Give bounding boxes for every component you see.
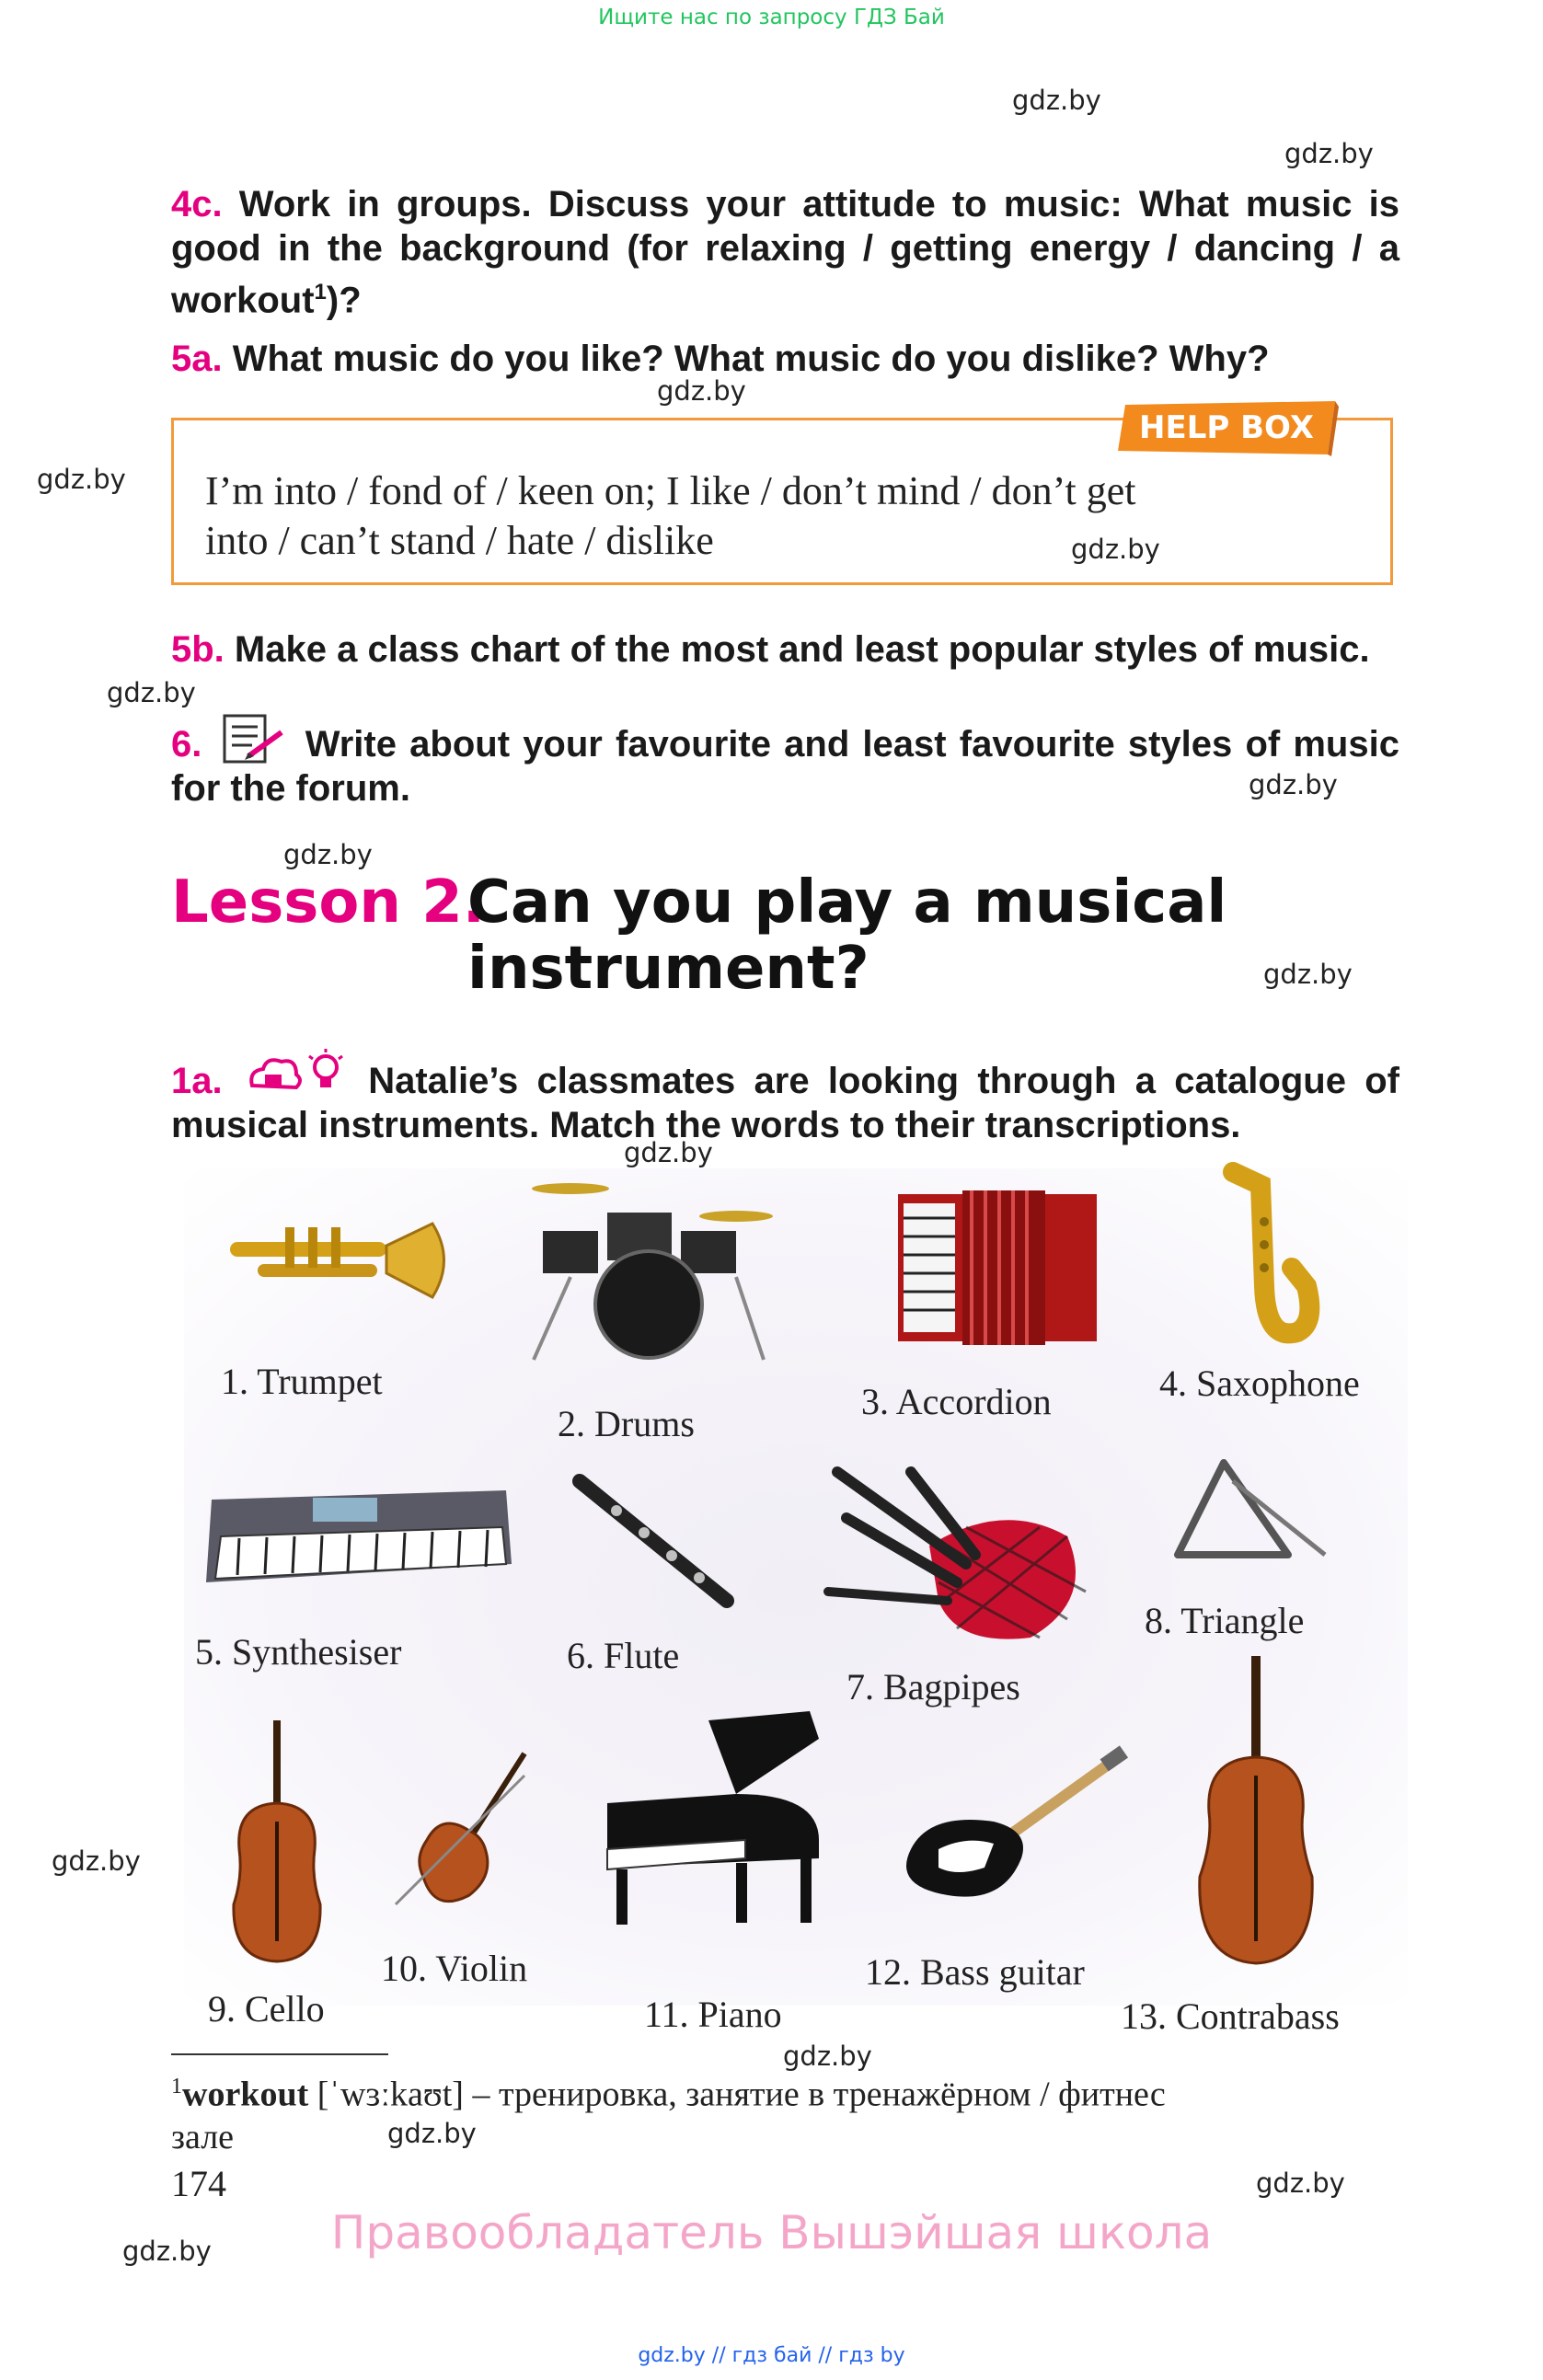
footnote-marker: 1 (171, 2075, 182, 2098)
bottom-links[interactable]: gdz.by // гдз бай // гдз by (638, 2344, 905, 2367)
contrabass-image (1187, 1656, 1325, 1969)
triangle-image (1169, 1454, 1334, 1573)
watermark: gdz.by (37, 464, 126, 495)
footnote-translation-end: зале (171, 2117, 235, 2156)
task-text: What music do you like? What music do you dislike? Why? (232, 339, 1270, 379)
task-text: Natalie’s classmates are looking through a catalogue of musical instruments. Match the words to their transcriptions. (171, 1061, 1399, 1145)
top-banner[interactable]: Ищите нас по запросу ГДЗ Бай (598, 6, 945, 29)
writing-icon (221, 714, 287, 765)
instrument-label: 8. Triangle (1145, 1600, 1305, 1641)
drums-image (515, 1176, 782, 1369)
watermark: gdz.by (122, 2236, 212, 2267)
task-text: Work in groups. Discuss your attitude to music: What music is good in the background (for relaxing / getting energy / dancing / a workout (171, 184, 1399, 321)
task-number: 6. (171, 724, 202, 765)
watermark: gdz.by (283, 839, 373, 870)
help-box-phrases (205, 466, 1374, 566)
instrument-label: 5. Synthesiser (195, 1631, 402, 1673)
piano-image (598, 1711, 828, 1932)
help-box-label: HELP BOX (1139, 409, 1314, 446)
task-6 (171, 714, 1399, 811)
watermark: gdz.by (1249, 769, 1338, 800)
task-number: 4c. (171, 184, 223, 224)
footnote (171, 2065, 1399, 2158)
task-text-end: )? (326, 280, 362, 321)
watermark: gdz.by (1012, 85, 1101, 116)
listening-bulb-icons (245, 1049, 346, 1100)
footnote-translation: – тренировка, занятие в тренажёрном / фитнес (472, 2075, 1166, 2114)
task-5b (171, 627, 1399, 672)
instrument-label: 2. Drums (558, 1403, 695, 1444)
footnote-word: workout (182, 2075, 309, 2114)
bagpipes-image (819, 1463, 1095, 1647)
instrument-label: 3. Accordion (861, 1381, 1052, 1422)
page-number: 174 (171, 2163, 226, 2204)
watermark: gdz.by (52, 1845, 141, 1877)
bass-guitar-image (892, 1748, 1132, 1914)
footnote-marker: 1 (314, 280, 327, 305)
watermark: gdz.by (107, 677, 196, 708)
task-5a (171, 337, 1399, 381)
instrument-label: 6. Flute (567, 1635, 680, 1676)
task-number: 1a. (171, 1061, 223, 1101)
trumpet-image (221, 1196, 460, 1316)
help-box-line: I’m into / fond of / keen on; I like / don’t mind / don’t get (205, 468, 1136, 513)
task-4c (171, 182, 1399, 322)
task-number: 5a. (171, 339, 223, 379)
footnote-transcription: [ˈwɜːkaʊt] (317, 2075, 464, 2114)
task-number: 5b. (171, 629, 225, 670)
task-text: Make a class chart of the most and least popular styles of music. (234, 629, 1370, 670)
violin-image (386, 1748, 534, 1914)
rights-holder: Правообладатель Вышэйшая школа (330, 2206, 1213, 2259)
watermark: gdz.by (624, 1137, 713, 1168)
instrument-label: 1. Trumpet (221, 1361, 383, 1402)
instrument-label: 12. Bass guitar (865, 1951, 1085, 1993)
footnote-divider (171, 2053, 388, 2055)
task-text: Write about your favourite and least favourite styles of music for the forum. (171, 724, 1399, 809)
instrument-label: 7. Bagpipes (846, 1666, 1020, 1707)
watermark: gdz.by (783, 2041, 872, 2072)
cello-image (226, 1720, 328, 1969)
flute-image (570, 1472, 736, 1610)
help-box-badge (1118, 399, 1339, 456)
help-box-line: into / can’t stand / hate / dislike (205, 518, 714, 563)
lesson-number: Lesson 2. (171, 868, 486, 937)
saxophone-image (1196, 1167, 1325, 1351)
instrument-label: 13. Contrabass (1121, 1995, 1340, 2037)
instrument-label: 9. Cello (208, 1988, 325, 2029)
lesson-title: Can you play a musical instrument? (467, 868, 1227, 1003)
watermark: gdz.by (1263, 959, 1353, 990)
task-1a (171, 1049, 1399, 1147)
watermark: gdz.by (657, 375, 746, 407)
instrument-label: 10. Violin (381, 1948, 528, 1989)
accordion-image (898, 1185, 1100, 1351)
instrument-label: 4. Saxophone (1159, 1362, 1360, 1404)
instrument-label: 11. Piano (644, 1994, 782, 2035)
watermark: gdz.by (387, 2118, 477, 2149)
watermark: gdz.by (1284, 138, 1374, 169)
watermark: gdz.by (1071, 534, 1160, 565)
watermark: gdz.by (1256, 2167, 1345, 2199)
synthesiser-image (202, 1472, 515, 1601)
